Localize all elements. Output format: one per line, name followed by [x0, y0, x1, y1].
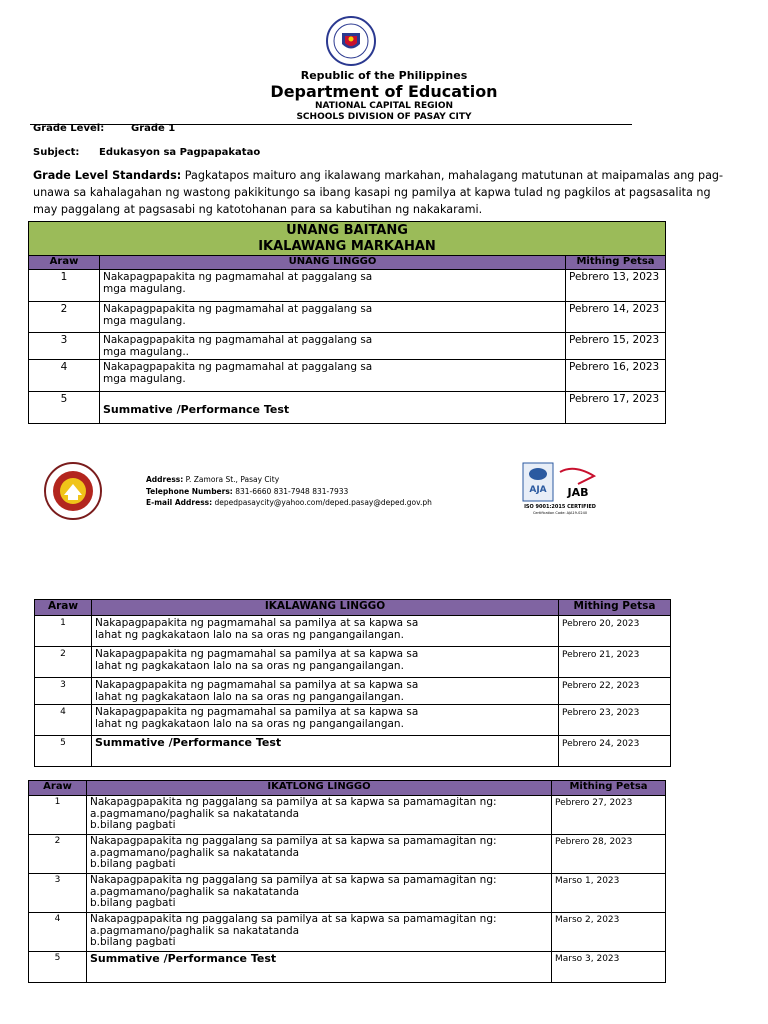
col-header-petsa: Mithing Petsa — [559, 600, 671, 616]
address-label: Address: — [146, 475, 184, 484]
table-banner — [29, 222, 666, 256]
date-cell: Marso 3, 2023 — [552, 952, 666, 983]
competency-cell — [87, 835, 552, 874]
address-value: P. Zamora St., Pasay City — [185, 475, 280, 484]
phone-label: Telephone Numbers: — [146, 487, 233, 496]
competency-line: Nakapagpapakita ng paggalang sa pamilya at sa kapwa sa pamamagitan ng: — [90, 796, 497, 808]
summative-text: Summative /Performance Test — [90, 952, 277, 965]
grade-level-value: Grade 1 — [131, 123, 176, 134]
col-header-week: IKATLONG LINGGO — [87, 781, 552, 796]
table-row — [29, 796, 666, 835]
phone-line — [146, 486, 348, 497]
col-header-petsa: Mithing Petsa — [552, 781, 666, 796]
day-cell: 2 — [35, 647, 92, 678]
date-cell: Pebrero 23, 2023 — [559, 705, 671, 736]
competency-cell — [87, 796, 552, 835]
day-cell: 2 — [29, 302, 100, 333]
day-cell: 3 — [29, 874, 87, 913]
date-cell: Pebrero 27, 2023 — [552, 796, 666, 835]
day-cell: 3 — [35, 678, 92, 705]
republic-line: Republic of the Philippines — [300, 69, 468, 82]
phone-value: 831-6660 831-7948 831-7933 — [235, 487, 349, 496]
date-cell: Pebrero 28, 2023 — [552, 835, 666, 874]
cert-code-text: Certification Code: AJA19-0240 — [532, 511, 588, 515]
competency-line: b.bilang pagbati — [90, 897, 176, 909]
competency-cell — [100, 392, 566, 424]
email-line — [146, 497, 432, 508]
table-row — [29, 302, 666, 333]
table-row — [35, 678, 671, 705]
division-seal-logo — [44, 462, 102, 520]
week1-table — [28, 221, 666, 424]
grade-level-label: Grade Level: — [33, 123, 105, 134]
table-row — [29, 874, 666, 913]
day-cell: 4 — [29, 360, 100, 392]
week2-table — [34, 599, 671, 767]
date-cell: Pebrero 21, 2023 — [559, 647, 671, 678]
date-cell: Marso 2, 2023 — [552, 913, 666, 952]
day-cell: 5 — [35, 736, 92, 767]
competency-line: b.bilang pagbati — [90, 819, 176, 831]
iso-certified-text: ISO 9001:2015 CERTIFIED — [524, 504, 596, 510]
col-header-week: UNANG LINGGO — [100, 256, 566, 270]
table-header-row — [29, 781, 666, 796]
day-cell: 5 — [29, 392, 100, 424]
banner-grade: UNANG BAITANG — [286, 223, 408, 238]
competency-text: Nakapagpapakita ng pagmamahal at paggalang sa mga magulang.. — [103, 334, 373, 358]
competency-line: Nakapagpapakita ng paggalang sa pamilya at sa kapwa sa pamamagitan ng: — [90, 835, 497, 847]
standards-label: Grade Level Standards: — [33, 169, 182, 182]
address-line — [146, 474, 279, 485]
jab-mark: JAB — [567, 486, 589, 499]
date-cell: Pebrero 16, 2023 — [566, 360, 666, 392]
competency-text: Nakapagpapakita ng pagmamahal sa pamilya at sa kapwa sa lahat ng pagkakataon lalo na sa oras ng pangangailangan. — [95, 648, 419, 672]
col-header-petsa: Mithing Petsa — [566, 256, 666, 270]
day-cell: 2 — [29, 835, 87, 874]
day-cell: 3 — [29, 333, 100, 360]
region-line: NATIONAL CAPITAL REGION — [314, 101, 454, 111]
competency-line: Nakapagpapakita ng paggalang sa pamilya at sa kapwa sa pamamagitan ng: — [90, 913, 497, 925]
competency-line: b.bilang pagbati — [90, 936, 176, 948]
email-value: depedpasaycity@yahoo.com/deped.pasay@deped.gov.ph — [214, 498, 432, 507]
col-header-araw: Araw — [29, 256, 100, 270]
day-cell: 4 — [35, 705, 92, 736]
competency-line: b.bilang pagbati — [90, 858, 176, 870]
date-cell: Pebrero 22, 2023 — [559, 678, 671, 705]
email-label: E-mail Address: — [146, 498, 213, 507]
standards-text: Pagkatapos maituro ang ikalawang markahan, mahalagang matutunan at maipamalas ang pag-unawa sa kahalagahan ng wastong pakikitungo sa ibang kasapi ng pamilya at kapwa tulad ng pagkilos at pagsasalita ng may paggalang at pagsasabi ng katotohanan para sa kabutihan ng nakakarami. — [33, 169, 724, 216]
subject-value: Edukasyon sa Pagpapakatao — [99, 147, 261, 158]
deped-seal-logo — [326, 16, 376, 66]
division-line: SCHOOLS DIVISION OF PASAY CITY — [296, 112, 472, 122]
col-header-araw: Araw — [29, 781, 87, 796]
date-cell: Pebrero 24, 2023 — [559, 736, 671, 767]
table-row — [29, 360, 666, 392]
date-cell: Pebrero 13, 2023 — [566, 270, 666, 302]
competency-cell — [100, 333, 566, 360]
day-cell: 4 — [29, 913, 87, 952]
table-row — [35, 705, 671, 736]
competency-cell — [100, 302, 566, 333]
banner-quarter: IKALAWANG MARKAHAN — [258, 239, 436, 254]
competency-text: Nakapagpapakita ng pagmamahal sa pamilya at sa kapwa sa lahat ng pagkakataon lalo na sa oras ng pangangailangan. — [95, 706, 419, 730]
competency-text: Nakapagpapakita ng pagmamahal sa pamilya at sa kapwa sa lahat ng pagkakataon lalo na sa oras ng pangangailangan. — [95, 617, 419, 641]
col-header-week: IKALAWANG LINGGO — [92, 600, 559, 616]
week3-table — [28, 780, 666, 983]
competency-cell — [87, 913, 552, 952]
aja-mark: AJA — [529, 485, 547, 495]
summative-text: Summative /Performance Test — [103, 403, 290, 416]
competency-line: a.pagmamano/paghalik sa nakatatanda — [90, 885, 300, 898]
date-cell: Marso 1, 2023 — [552, 874, 666, 913]
day-cell: 1 — [35, 616, 92, 647]
competency-cell — [87, 874, 552, 913]
competency-cell — [92, 678, 559, 705]
competency-line: Nakapagpapakita ng paggalang sa pamilya at sa kapwa sa pamamagitan ng: — [90, 874, 497, 886]
competency-cell — [100, 270, 566, 302]
summative-text: Summative /Performance Test — [95, 736, 282, 749]
competency-cell — [92, 616, 559, 647]
competency-line: a.pagmamano/paghalik sa nakatatanda — [90, 807, 300, 820]
table-row — [35, 647, 671, 678]
table-row — [29, 392, 666, 424]
iso-certification-logo — [522, 462, 598, 516]
table-row — [35, 736, 671, 767]
date-cell: Pebrero 20, 2023 — [559, 616, 671, 647]
table-row — [29, 913, 666, 952]
competency-cell — [92, 647, 559, 678]
competency-cell — [87, 952, 552, 983]
table-row — [35, 616, 671, 647]
date-cell: Pebrero 15, 2023 — [566, 333, 666, 360]
competency-cell — [92, 705, 559, 736]
table-row — [29, 952, 666, 983]
competency-cell — [92, 736, 559, 767]
competency-cell — [100, 360, 566, 392]
day-cell: 5 — [29, 952, 87, 983]
date-cell: Pebrero 17, 2023 — [566, 392, 666, 424]
table-row — [29, 270, 666, 302]
competency-text: Nakapagpapakita ng pagmamahal sa pamilya at sa kapwa sa lahat ng pagkakataon lalo na sa oras ng pangangailangan. — [95, 679, 419, 703]
competency-text: Nakapagpapakita ng pagmamahal at paggalang sa mga magulang. — [103, 303, 373, 327]
table-row — [29, 333, 666, 360]
header-divider — [30, 124, 632, 125]
col-header-araw: Araw — [35, 600, 92, 616]
table-row — [29, 835, 666, 874]
day-cell: 1 — [29, 270, 100, 302]
competency-text: Nakapagpapakita ng pagmamahal at paggalang sa mga magulang. — [103, 271, 373, 295]
competency-text: Nakapagpapakita ng pagmamahal at paggalang sa mga magulang. — [103, 361, 373, 385]
competency-line: a.pagmamano/paghalik sa nakatatanda — [90, 924, 300, 937]
subject-label: Subject: — [33, 147, 80, 158]
table-header-row — [29, 256, 666, 270]
grade-level-standards — [33, 167, 733, 218]
competency-line: a.pagmamano/paghalik sa nakatatanda — [90, 846, 300, 859]
table-header-row — [35, 600, 671, 616]
day-cell: 1 — [29, 796, 87, 835]
department-title: Department of Education — [270, 82, 498, 101]
date-cell: Pebrero 14, 2023 — [566, 302, 666, 333]
